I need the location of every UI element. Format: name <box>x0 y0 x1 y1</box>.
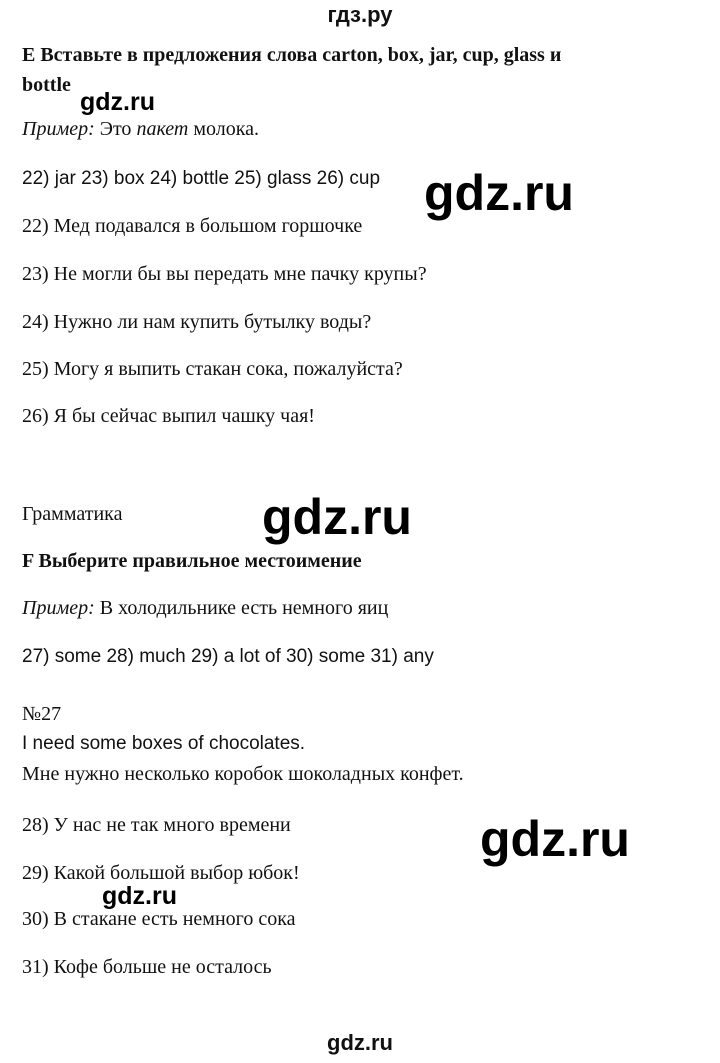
section-e-title: E Вставьте в предложения слова carton, box, jar, cup, glass и <box>22 44 562 66</box>
section-e-answers: 22) jar 23) box 24) bottle 25) glass 26) cup <box>22 168 381 189</box>
item-28: 28) У нас не так много времени <box>22 814 291 836</box>
item-23: 23) Не могли бы вы передать мне пачку крупы? <box>22 263 427 285</box>
example-italic-word: пакет <box>136 118 189 140</box>
sentence-russian: Мне нужно несколько коробок шоколадных конфет. <box>22 763 464 785</box>
item-25: 25) Могу я выпить стакан сока, пожалуйста? <box>22 358 403 380</box>
example-label: Пример: <box>22 118 95 140</box>
section-f-title: F Выберите правильное местоимение <box>22 550 362 572</box>
sentence-english: I need some boxes of chocolates. <box>22 733 306 754</box>
site-header: гдз.ру <box>327 2 393 27</box>
example-label: Пример: <box>22 597 95 619</box>
section-f-answers: 27) some 28) much 29) a lot of 30) some 31) any <box>22 646 434 667</box>
watermark-3: gdz.ru <box>262 489 412 545</box>
watermark-4: gdz.ru <box>480 811 630 867</box>
section-e-example <box>22 118 259 141</box>
item-22: 22) Мед подавался в большом горшочке <box>22 215 363 237</box>
example-text: В холодильнике есть немного яиц <box>94 597 389 619</box>
watermark-5: gdz.ru <box>102 882 177 910</box>
item-31: 31) Кофе больше не осталось <box>22 956 272 978</box>
watermark-1: gdz.ru <box>80 88 155 116</box>
example-text-1: Это <box>94 118 137 140</box>
exercise-number: №27 <box>22 703 62 725</box>
grammar-label: Грамматика <box>22 503 123 525</box>
item-30: 30) В стакане есть немного сока <box>22 908 296 930</box>
example-text-2: молока. <box>188 118 260 140</box>
section-f-example <box>22 597 388 620</box>
site-footer: gdz.ru <box>327 1030 393 1055</box>
item-24: 24) Нужно ли нам купить бутылку воды? <box>22 311 372 333</box>
item-29: 29) Какой большой выбор юбок! <box>22 862 300 884</box>
watermark-2: gdz.ru <box>424 165 574 221</box>
section-e-title-cont: bottle <box>22 74 71 96</box>
item-26: 26) Я бы сейчас выпил чашку чая! <box>22 405 315 427</box>
